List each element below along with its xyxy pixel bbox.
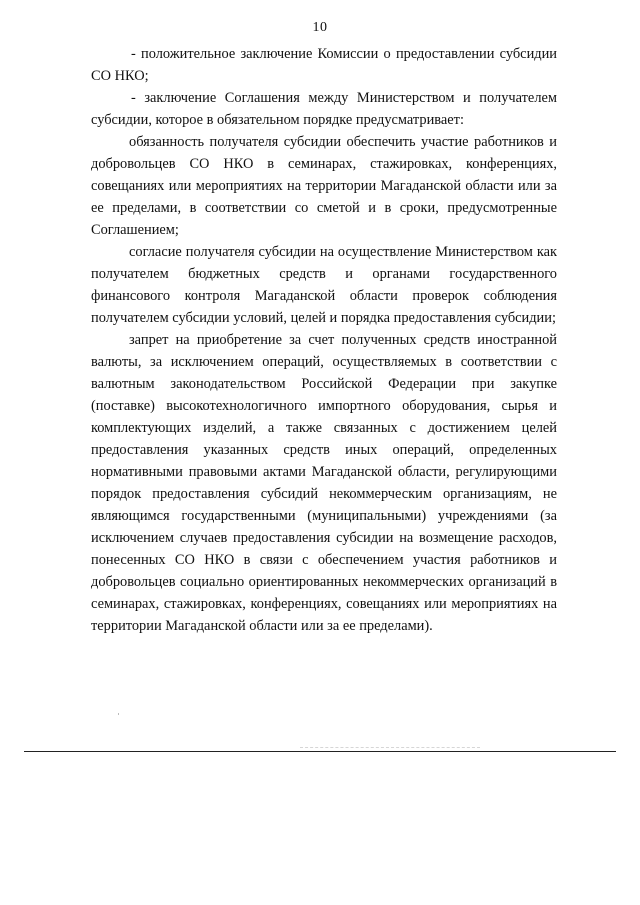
document-body [91,43,557,637]
paragraph-agreement: - заключение Соглашения между Министерством и получателем субсидии, которое в обязательном порядке предусматривает: [91,90,557,128]
paragraph-positive-conclusion: - положительное заключение Комиссии о предоставлении субсидии СО НКО; [91,46,557,84]
page-bottom-rule [24,751,616,752]
paragraph-prohibition: запрет на приобретение за счет полученных средств иностранной валюты, за исключением операций, осуществляемых в соответствии с валютным законодательством Российской Федерации при закупке (поставке) высокотехнологичного импортного оборудования, сырья и комплектующих изделий, а также связанных с достижением целей предоставления указанных средств иных операций, определенных нормативными правовыми актами Магаданской области, регулирующими порядок предоставления субсидий некоммерческим организациям, не являющимся государственными (муниципальными) учреждениями (за исключением случаев предоставления субсидии на возмещение расходов, понесенных СО НКО в связи с обеспечением участия работников и добровольцев социально ориентированных некоммерческих организаций в семинарах, стажировках, конференциях, совещаниях или мероприятиях на территории Магаданской области или за ее пределами). [91,332,557,634]
paragraph-obligation: обязанность получателя субсидии обеспечить участие работников и добровольцев СО НКО в семинарах, стажировках, конференциях, совещаниях или мероприятиях на территории Магаданской области или за ее пределами, в соответствии со сметой и в сроки, предусмотренные Соглашением; [91,134,557,238]
paragraph-consent: согласие получателя субсидии на осуществление Министерством как получателем бюджетных средств и органами государственного финансового контроля Магаданской области проверок соблюдения получателем субсидии условий, целей и порядка предоставления субсидии; [91,244,557,326]
page-number: 10 [312,20,328,35]
scan-speck [118,713,119,715]
scan-artifact-line [300,747,480,748]
